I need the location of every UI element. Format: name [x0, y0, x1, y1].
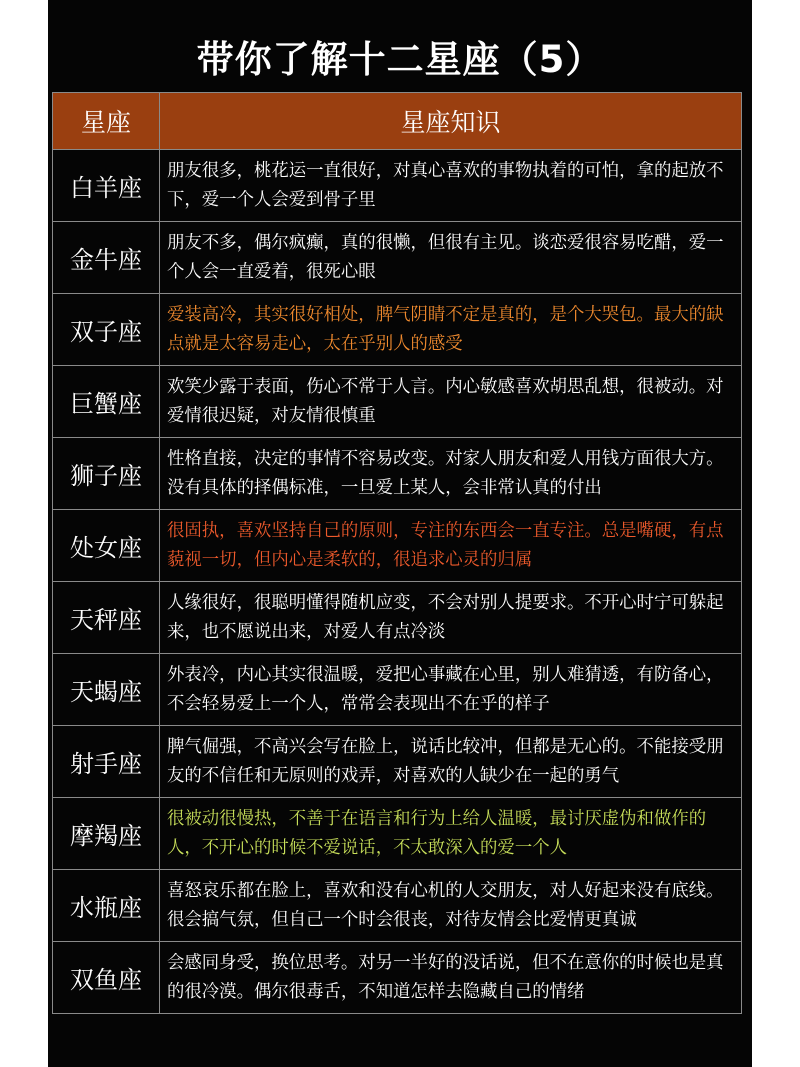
zodiac-desc: 爱装高冷，其实很好相处，脾气阴睛不定是真的，是个大哭包。最大的缺点就是太容易走心，太在乎别人的感受 — [167, 304, 724, 354]
table-row — [53, 366, 742, 438]
zodiac-desc: 人缘很好，很聪明懂得随机应变，不会对别人提要求。不开心时宁可躲起来，也不愿说出来，对爱人有点冷淡 — [167, 592, 724, 642]
zodiac-desc: 喜怒哀乐都在脸上，喜欢和没有心机的人交朋友，对人好起来没有底线。很会搞气氛，但自己一个时会很丧，对待友情会比爱情更真诚 — [167, 880, 724, 930]
zodiac-desc-cell — [160, 942, 742, 1014]
zodiac-desc: 脾气倔强，不高兴会写在脸上，说话比较冲，但都是无心的。不能接受朋友的不信任和无原则的戏弄，对喜欢的人缺少在一起的勇气 — [167, 736, 724, 786]
zodiac-desc-cell — [160, 438, 742, 510]
table-row — [53, 942, 742, 1014]
zodiac-desc-cell — [160, 870, 742, 942]
zodiac-name: 巨蟹座 — [53, 366, 160, 438]
table-row — [53, 654, 742, 726]
zodiac-name: 天蝎座 — [53, 654, 160, 726]
zodiac-name: 摩羯座 — [53, 798, 160, 870]
zodiac-name: 水瓶座 — [53, 870, 160, 942]
zodiac-desc: 朋友很多，桃花运一直很好，对真心喜欢的事物执着的可怕，拿的起放不下，爱一个人会爱到骨子里 — [167, 160, 724, 210]
zodiac-table — [52, 92, 742, 1014]
zodiac-name: 白羊座 — [53, 150, 160, 222]
table-row — [53, 294, 742, 366]
zodiac-name: 狮子座 — [53, 438, 160, 510]
zodiac-name: 金牛座 — [53, 222, 160, 294]
zodiac-name: 射手座 — [53, 726, 160, 798]
zodiac-desc-cell — [160, 366, 742, 438]
header-zodiac: 星座 — [53, 93, 160, 150]
zodiac-name: 处女座 — [53, 510, 160, 582]
poster-frame — [48, 0, 752, 1067]
zodiac-desc: 很被动很慢热，不善于在语言和行为上给人温暖，最讨厌虚伪和做作的人，不开心的时候不爱说话，不太敢深入的爱一个人 — [167, 808, 707, 858]
zodiac-desc: 会感同身受，换位思考。对另一半好的没话说，但不在意你的时候也是真的很冷漠。偶尔很毒舌，不知道怎样去隐藏自己的情绪 — [167, 952, 724, 1002]
zodiac-desc-cell — [160, 798, 742, 870]
zodiac-desc: 外表冷，内心其实很温暖，爱把心事藏在心里，别人难猜透，有防备心，不会轻易爱上一个人，常常会表现出不在乎的样子 — [167, 664, 724, 714]
zodiac-name: 双子座 — [53, 294, 160, 366]
table-row — [53, 150, 742, 222]
zodiac-name: 双鱼座 — [53, 942, 160, 1014]
zodiac-desc-cell — [160, 510, 742, 582]
zodiac-desc-cell — [160, 294, 742, 366]
zodiac-desc: 性格直接，决定的事情不容易改变。对家人朋友和爱人用钱方面很大方。没有具体的择偶标准，一旦爱上某人，会非常认真的付出 — [167, 448, 724, 498]
table-row — [53, 582, 742, 654]
zodiac-desc-cell — [160, 222, 742, 294]
table-header-row — [53, 93, 742, 150]
zodiac-desc: 朋友不多，偶尔疯癫，真的很懒，但很有主见。谈恋爱很容易吃醋，爱一个人会一直爱着，很死心眼 — [167, 232, 724, 282]
zodiac-name: 天秤座 — [53, 582, 160, 654]
table-row — [53, 798, 742, 870]
table-row — [53, 510, 742, 582]
zodiac-desc-cell — [160, 726, 742, 798]
table-row — [53, 870, 742, 942]
table-row — [53, 222, 742, 294]
table-row — [53, 438, 742, 510]
zodiac-desc-cell — [160, 582, 742, 654]
header-knowledge: 星座知识 — [160, 93, 742, 150]
zodiac-desc: 很固执，喜欢坚持自己的原则，专注的东西会一直专注。总是嘴硬，有点藐视一切，但内心是柔软的，很追求心灵的归属 — [167, 520, 724, 570]
page-title: 带你了解十二星座（5） — [196, 38, 604, 81]
table-row — [53, 726, 742, 798]
zodiac-desc-cell — [160, 654, 742, 726]
zodiac-desc-cell — [160, 150, 742, 222]
zodiac-desc: 欢笑少露于表面，伤心不常于人言。内心敏感喜欢胡思乱想，很被动。对爱情很迟疑，对友情很慎重 — [167, 376, 724, 426]
